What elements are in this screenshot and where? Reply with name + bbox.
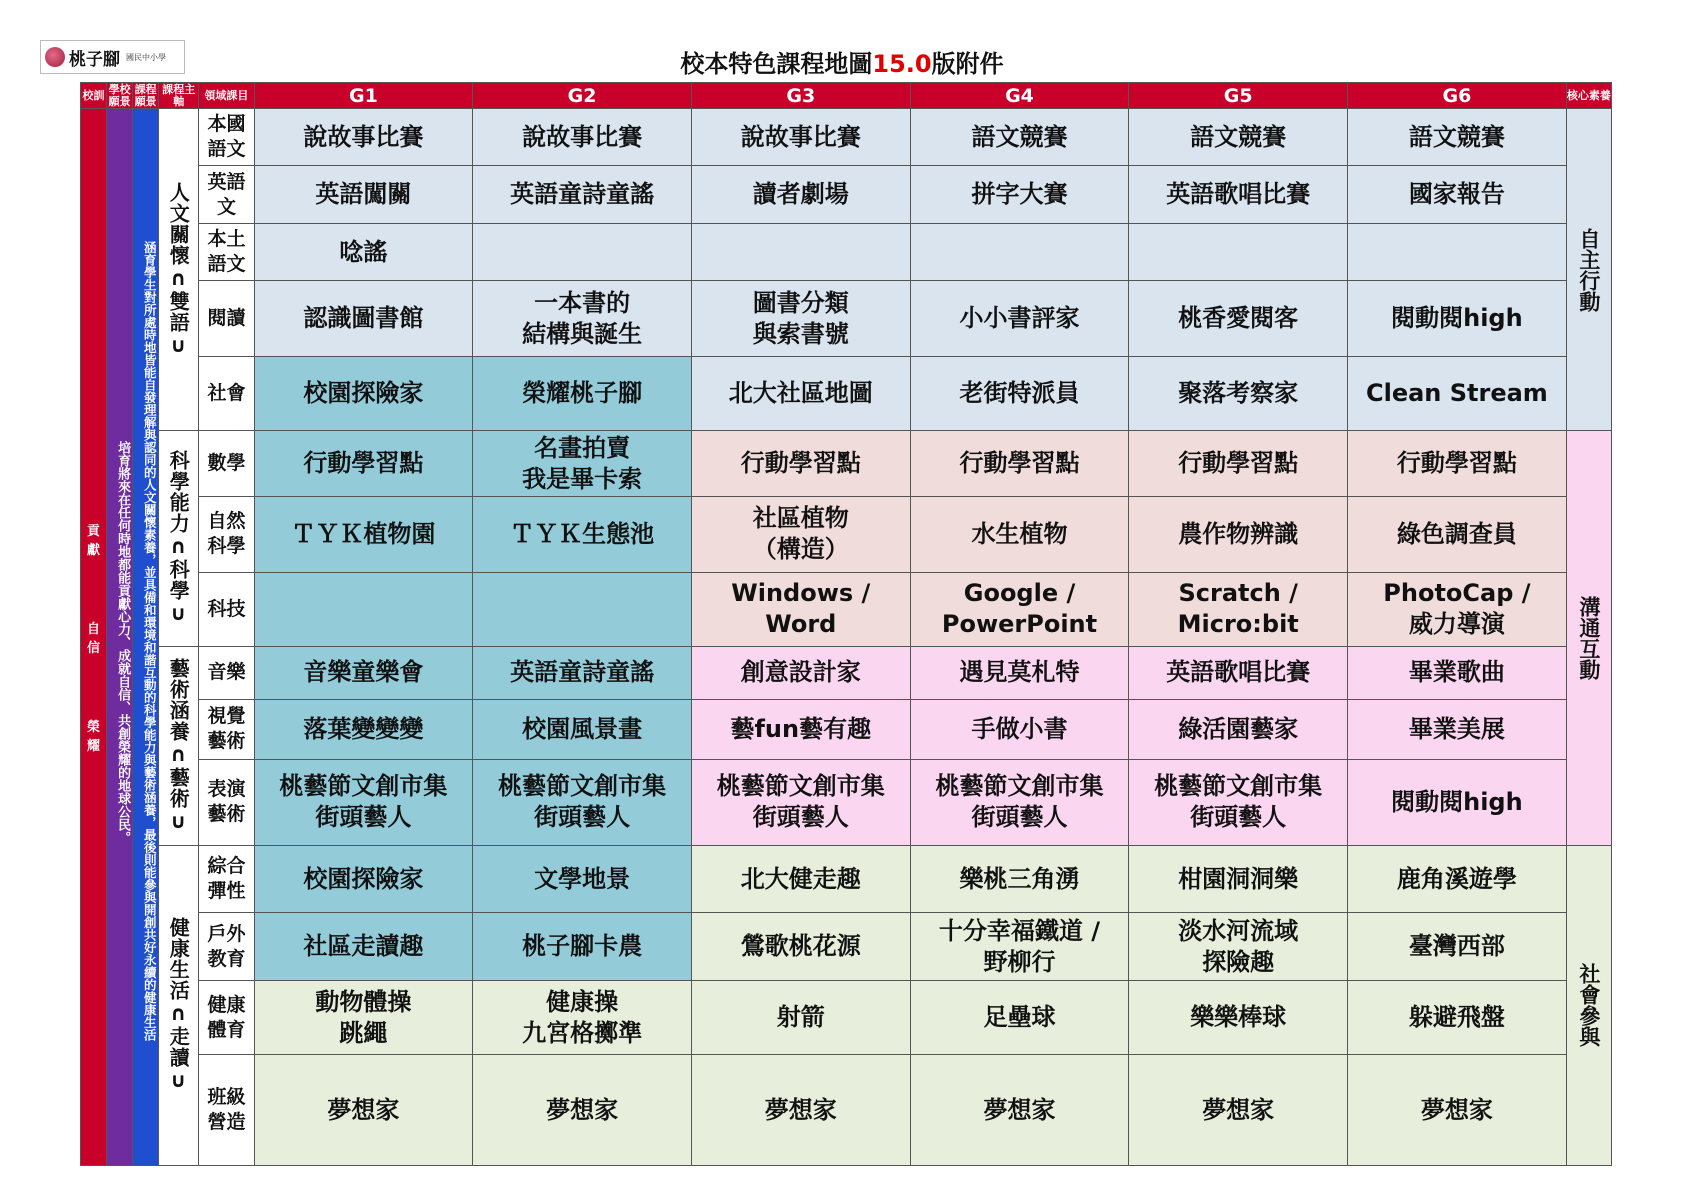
course-cell: 畢業美展	[1348, 700, 1567, 760]
course-cell: 行動學習點	[910, 431, 1129, 497]
course-cell: 行動學習點	[1129, 431, 1348, 497]
header-g4: G4	[910, 83, 1129, 109]
row-reading	[81, 281, 1612, 357]
course-cell: 北大社區地圖	[691, 357, 910, 431]
course-cell: 鶯歌桃花源	[691, 913, 910, 981]
subject-cell: 英語文	[199, 166, 254, 223]
course-cell: 文學地景	[473, 845, 692, 913]
subject-cell: 視覺藝術	[199, 700, 254, 760]
subject-cell: 本土語文	[199, 223, 254, 280]
row-integrated	[81, 845, 1612, 913]
course-cell: 射箭	[691, 981, 910, 1055]
theme-humanities: 人文關懷∩雙語∪	[159, 109, 199, 431]
course-cell: 行動學習點	[1348, 431, 1567, 497]
course-cell: 樂樂棒球	[1129, 981, 1348, 1055]
course-cell: 校園探險家	[254, 845, 473, 913]
course-cell: 閱動閱high	[1348, 759, 1567, 845]
course-cell: 小小書評家	[910, 281, 1129, 357]
subject-cell: 閱讀	[199, 281, 254, 357]
course-cell: 農作物辨識	[1129, 496, 1348, 572]
course-cell: 桃子腳卡農	[473, 913, 692, 981]
motto-contribute: 貢獻	[87, 524, 101, 558]
logo-name: 桃子腳	[69, 49, 120, 70]
course-cell: 說故事比賽	[473, 109, 692, 166]
course-cell: ＴＹＫ植物園	[254, 496, 473, 572]
course-cell: 藝fun藝有趣	[691, 700, 910, 760]
course-cell: Google / PowerPoint	[910, 572, 1129, 646]
course-cell: Scratch / Micro:bit	[1129, 572, 1348, 646]
course-cell: 名畫拍賣 我是畢卡索	[473, 431, 692, 497]
course-cell: 北大健走趣	[691, 845, 910, 913]
course-cell: 樂桃三角湧	[910, 845, 1129, 913]
course-cell	[473, 223, 692, 280]
core-autonomous: 自主行動	[1566, 109, 1611, 431]
course-cell: 社區植物 （構造）	[691, 496, 910, 572]
course-cell: 動物體操 跳繩	[254, 981, 473, 1055]
course-cell: 桃藝節文創市集 街頭藝人	[473, 759, 692, 845]
course-cell: 說故事比賽	[691, 109, 910, 166]
row-visual-arts	[81, 700, 1612, 760]
course-cell: 綠活園藝家	[1129, 700, 1348, 760]
course-cell: 桃香愛閱客	[1129, 281, 1348, 357]
course-cell: 語文競賽	[1129, 109, 1348, 166]
row-math	[81, 431, 1612, 497]
course-cell: 說故事比賽	[254, 109, 473, 166]
course-cell: 行動學習點	[254, 431, 473, 497]
header-g2: G2	[473, 83, 692, 109]
course-cell: 唸謠	[254, 223, 473, 280]
course-cell: 夢想家	[910, 1055, 1129, 1166]
course-cell: 足壘球	[910, 981, 1129, 1055]
course-cell: 創意設計家	[691, 646, 910, 699]
core-social-participation: 社會參與	[1566, 845, 1611, 1165]
row-class-building	[81, 1055, 1612, 1166]
course-cell: 英語闖關	[254, 166, 473, 223]
motto-cell	[81, 109, 107, 1166]
curriculum-map-table	[80, 82, 1612, 1166]
course-cell	[910, 223, 1129, 280]
course-cell: 綠色調查員	[1348, 496, 1567, 572]
subject-cell: 科技	[199, 572, 254, 646]
course-cell: PhotoCap / 威力導演	[1348, 572, 1567, 646]
subject-cell: 綜合彈性	[199, 845, 254, 913]
course-cell: ＴＹＫ生態池	[473, 496, 692, 572]
title-suffix: 版附件	[931, 50, 1004, 78]
course-cell: 讀者劇場	[691, 166, 910, 223]
course-cell: 社區走讀趣	[254, 913, 473, 981]
header-g3: G3	[691, 83, 910, 109]
course-cell: 語文競賽	[1348, 109, 1567, 166]
row-performing-arts	[81, 759, 1612, 845]
subject-cell: 數學	[199, 431, 254, 497]
course-cell: 淡水河流域 探險趣	[1129, 913, 1348, 981]
course-cell: 手做小書	[910, 700, 1129, 760]
course-cell: 躲避飛盤	[1348, 981, 1567, 1055]
title-version: 15.0	[872, 50, 932, 78]
course-cell	[254, 572, 473, 646]
course-cell: 水生植物	[910, 496, 1129, 572]
subject-cell: 表演藝術	[199, 759, 254, 845]
course-cell: Clean Stream	[1348, 357, 1567, 431]
course-cell: 畢業歌曲	[1348, 646, 1567, 699]
course-cell: 英語歌唱比賽	[1129, 166, 1348, 223]
subject-cell: 社會	[199, 357, 254, 431]
course-cell: 國家報告	[1348, 166, 1567, 223]
row-outdoor	[81, 913, 1612, 981]
course-cell: 校園探險家	[254, 357, 473, 431]
school-vision-cell: 培育將來在任何時地都能貢獻心力、成就自信、共創榮耀的地球公民。	[107, 109, 133, 1166]
row-mandarin	[81, 109, 1612, 166]
course-cell: 十分幸福鐵道 / 野柳行	[910, 913, 1129, 981]
logo-subtitle: 國民中小學	[126, 52, 166, 62]
course-cell: 一本書的 結構與誕生	[473, 281, 692, 357]
course-cell	[473, 572, 692, 646]
header-g6: G6	[1348, 83, 1567, 109]
course-cell: 柑園洞洞樂	[1129, 845, 1348, 913]
row-english	[81, 166, 1612, 223]
course-cell: 圖書分類 與索書號	[691, 281, 910, 357]
course-cell: 音樂童樂會	[254, 646, 473, 699]
theme-arts: 藝術涵養∩藝術∪	[159, 646, 199, 845]
motto-confidence: 自信	[87, 622, 101, 656]
row-technology	[81, 572, 1612, 646]
header-g5: G5	[1129, 83, 1348, 109]
course-cell: 英語童詩童謠	[473, 166, 692, 223]
subject-cell: 音樂	[199, 646, 254, 699]
row-nature	[81, 496, 1612, 572]
core-communication: 溝通互動	[1566, 431, 1611, 846]
title-prefix: 校本特色課程地圖	[680, 50, 873, 78]
subject-cell: 班級營造	[199, 1055, 254, 1166]
course-cell: 落葉變變變	[254, 700, 473, 760]
course-cell: 拼字大賽	[910, 166, 1129, 223]
theme-health: 健康生活∩走讀∪	[159, 845, 199, 1165]
course-cell	[691, 223, 910, 280]
course-cell: 英語童詩童謠	[473, 646, 692, 699]
course-cell: 英語歌唱比賽	[1129, 646, 1348, 699]
course-cell: 夢想家	[1348, 1055, 1567, 1166]
row-health-pe	[81, 981, 1612, 1055]
header-motto: 校訓	[81, 83, 107, 109]
course-cell: 桃藝節文創市集 街頭藝人	[910, 759, 1129, 845]
row-music	[81, 646, 1612, 699]
header-domain: 領域課目	[199, 83, 254, 109]
course-cell: 校園風景畫	[473, 700, 692, 760]
course-cell: 榮耀桃子腳	[473, 357, 692, 431]
row-local-language	[81, 223, 1612, 280]
course-cell: 夢想家	[1129, 1055, 1348, 1166]
header-row	[81, 83, 1612, 109]
course-cell: 夢想家	[691, 1055, 910, 1166]
subject-cell: 本國語文	[199, 109, 254, 166]
course-cell: 認識圖書館	[254, 281, 473, 357]
course-vision-cell: 涵育學生對所處時地皆能自發理解與認同的人文關懷素養，並具備和環境和諧互動的科學能力與藝術涵養，最後則能參與開創共好永續的健康生活	[133, 109, 159, 1166]
course-cell: 老街特派員	[910, 357, 1129, 431]
subject-cell: 健康體育	[199, 981, 254, 1055]
course-cell: 夢想家	[254, 1055, 473, 1166]
row-social	[81, 357, 1612, 431]
course-cell: 遇見莫札特	[910, 646, 1129, 699]
subject-cell: 戶外教育	[199, 913, 254, 981]
course-cell: 閱動閱high	[1348, 281, 1567, 357]
course-cell: 桃藝節文創市集 街頭藝人	[254, 759, 473, 845]
header-course-vision: 課程願景	[133, 83, 159, 109]
course-cell: 桃藝節文創市集 街頭藝人	[1129, 759, 1348, 845]
header-course-theme: 課程主軸	[159, 83, 199, 109]
header-school-vision: 學校願景	[107, 83, 133, 109]
theme-science: 科學能力∩科學∪	[159, 431, 199, 646]
course-cell: 臺灣西部	[1348, 913, 1567, 981]
course-cell: 桃藝節文創市集 街頭藝人	[691, 759, 910, 845]
header-core: 核心素養	[1566, 83, 1611, 109]
course-cell: 行動學習點	[691, 431, 910, 497]
course-cell: 健康操 九宮格擲準	[473, 981, 692, 1055]
course-cell	[1129, 223, 1348, 280]
course-cell	[1348, 223, 1567, 280]
course-cell: 夢想家	[473, 1055, 692, 1166]
course-cell: 鹿角溪遊學	[1348, 845, 1567, 913]
course-cell: Windows / Word	[691, 572, 910, 646]
motto-honor: 榮耀	[87, 720, 101, 754]
page-title	[0, 44, 1684, 79]
subject-cell: 自然科學	[199, 496, 254, 572]
course-cell: 聚落考察家	[1129, 357, 1348, 431]
header-g1: G1	[254, 83, 473, 109]
course-cell: 語文競賽	[910, 109, 1129, 166]
